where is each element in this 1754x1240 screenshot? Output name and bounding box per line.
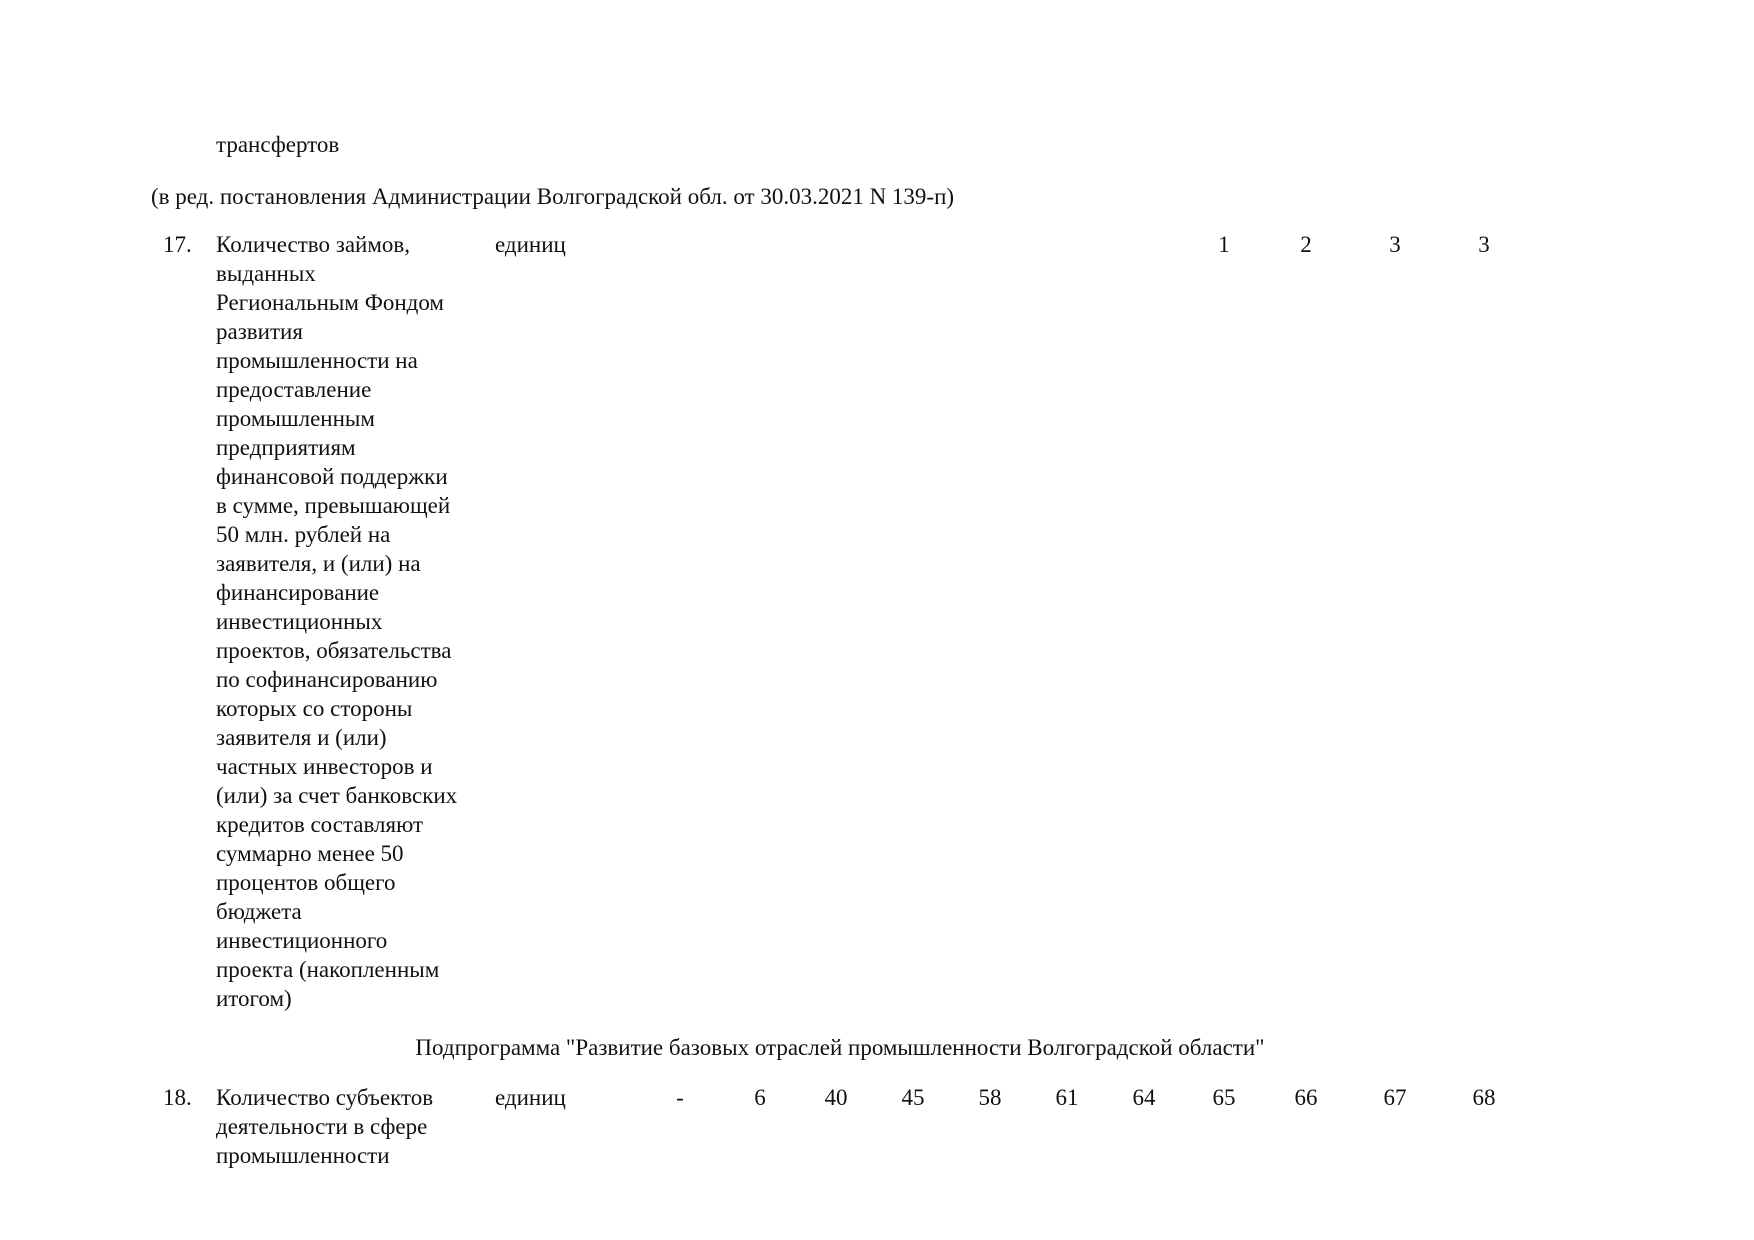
description-line: заявителя и (или) bbox=[216, 725, 387, 750]
description-line: Региональным Фондом bbox=[216, 290, 444, 315]
value-cell: 40 bbox=[824, 1085, 848, 1110]
description-line: промышленным bbox=[216, 406, 375, 431]
value-cell: 58 bbox=[978, 1085, 1002, 1110]
description-line: Количество займов, bbox=[216, 232, 411, 257]
value-cell: 68 bbox=[1472, 1085, 1496, 1110]
description-line: предоставление bbox=[216, 377, 372, 402]
description-line: процентов общего bbox=[216, 870, 396, 895]
description-line: заявителя, и (или) на bbox=[216, 551, 421, 576]
value-cell: 65 bbox=[1212, 1085, 1236, 1110]
description-line: (или) за счет банковских bbox=[216, 783, 458, 808]
value-cell: 66 bbox=[1294, 1085, 1318, 1110]
description-line: которых со стороны bbox=[216, 696, 413, 721]
value-cell: 64 bbox=[1132, 1085, 1156, 1110]
description-line: выданных bbox=[216, 261, 316, 286]
description-line: частных инвесторов и bbox=[216, 754, 433, 779]
amendment-note: (в ред. постановления Администрации Волгоградской обл. от 30.03.2021 N 139-п) bbox=[151, 184, 955, 209]
description-line: инвестиционных bbox=[216, 609, 383, 634]
value-cell: 6 bbox=[754, 1085, 766, 1110]
value-cell: - bbox=[676, 1085, 684, 1110]
value-cell: 67 bbox=[1383, 1085, 1407, 1110]
description-line: 50 млн. рублей на bbox=[216, 522, 391, 547]
description-line: суммарно менее 50 bbox=[216, 841, 404, 866]
description-line: в сумме, превышающей bbox=[216, 493, 451, 518]
description-line: проектов, обязательства bbox=[216, 638, 452, 663]
unit-cell: единиц bbox=[495, 1085, 566, 1110]
description-line: предприятиям bbox=[216, 435, 356, 460]
value-cell: 3 bbox=[1478, 232, 1490, 257]
value-cell: 45 bbox=[901, 1085, 925, 1110]
description-line: проекта (накопленным bbox=[216, 957, 440, 982]
row-number: 18. bbox=[163, 1085, 192, 1110]
description-line: развития bbox=[216, 319, 303, 344]
description-line: финансовой поддержки bbox=[216, 464, 448, 489]
unit-cell: единиц bbox=[495, 232, 566, 257]
description-line: кредитов составляют bbox=[216, 812, 424, 837]
row-number: 17. bbox=[163, 232, 192, 257]
continued-text: трансфертов bbox=[216, 132, 340, 157]
subprogram-heading: Подпрограмма "Развитие базовых отраслей промышленности Волгоградской области" bbox=[415, 1035, 1265, 1060]
description-line: Количество субъектов bbox=[216, 1085, 434, 1110]
description-line: промышленности на bbox=[216, 348, 418, 373]
description-line: деятельности в сфере bbox=[216, 1114, 428, 1139]
description-line: итогом) bbox=[216, 986, 292, 1011]
indicator-description bbox=[216, 230, 486, 1013]
value-cell: 2 bbox=[1300, 232, 1312, 257]
description-line: бюджета bbox=[216, 899, 302, 924]
indicator-description bbox=[216, 1083, 486, 1170]
description-line: по софинансированию bbox=[216, 667, 438, 692]
value-cell: 1 bbox=[1218, 232, 1230, 257]
description-line: финансирование bbox=[216, 580, 380, 605]
value-cell: 61 bbox=[1055, 1085, 1079, 1110]
description-line: промышленности bbox=[216, 1143, 390, 1168]
description-line: инвестиционного bbox=[216, 928, 388, 953]
value-cell: 3 bbox=[1389, 232, 1401, 257]
